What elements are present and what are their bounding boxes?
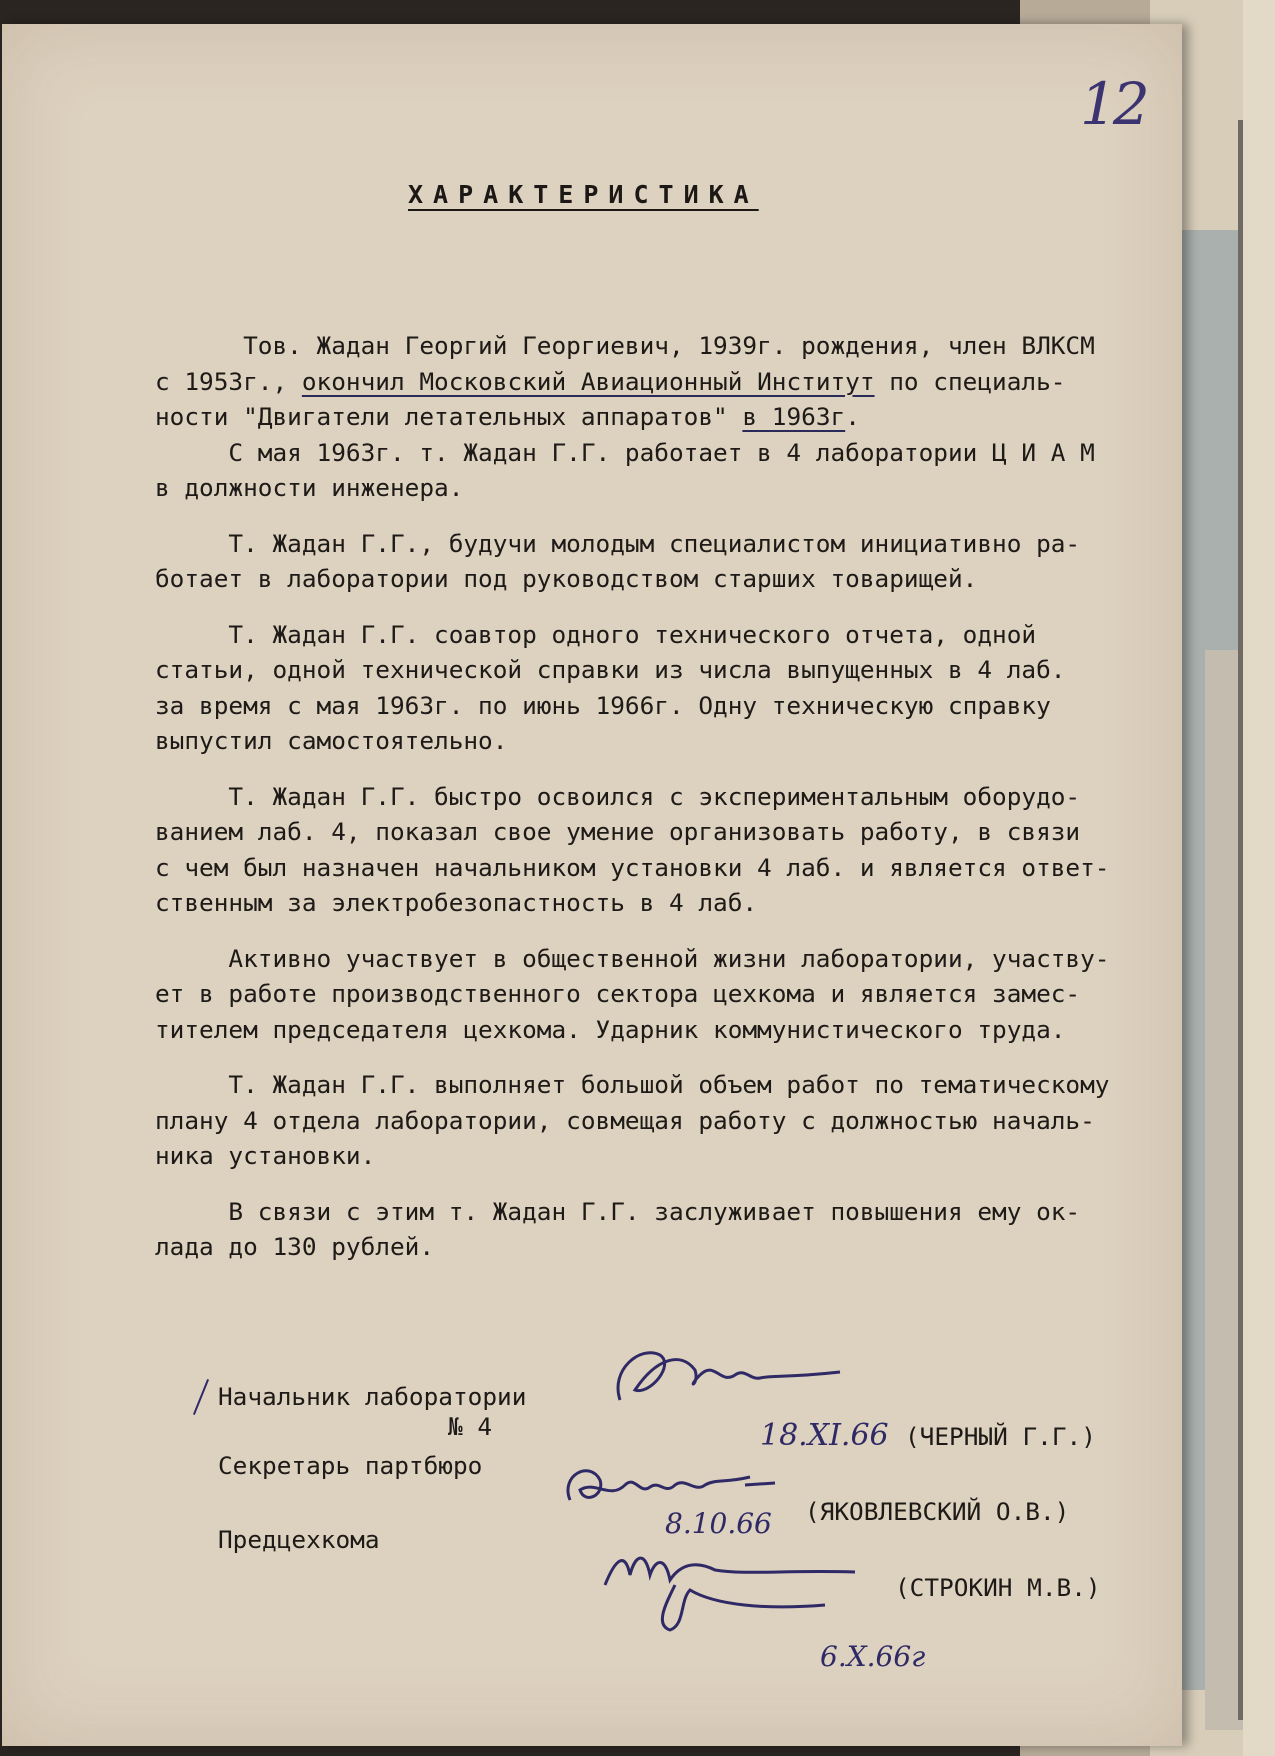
- paragraph: [155, 617, 1153, 759]
- paragraph: [155, 941, 1153, 1048]
- head-name: (ЧЕРНЫЙ Г.Г.): [905, 1422, 1096, 1451]
- text-line: лада до 130 рублей.: [155, 1232, 435, 1261]
- text-line: с чем был назначен начальником установки 4 лаб. и является ответ-: [155, 852, 1110, 882]
- paragraph: [155, 328, 1153, 435]
- background-sheet: [1243, 0, 1275, 1756]
- text-line: ности "Двигатели летательных аппаратов" в 1963г.: [155, 402, 860, 431]
- signature-cherny: [600, 1340, 860, 1420]
- text-line: В связи с этим т. Жадан Г.Г. заслуживает повышения ему ок-: [155, 1196, 1081, 1226]
- text-line: Т. Жадан Г.Г. выполняет большой объем работ по тематическому: [155, 1070, 1110, 1099]
- paragraph: [155, 1067, 1153, 1174]
- date-head: 18.XI.66: [760, 1418, 889, 1453]
- folio-number: 12: [1080, 70, 1146, 138]
- paragraph: [155, 526, 1153, 597]
- text-line: ботает в лаборатории под руководством старших товарищей.: [155, 564, 978, 593]
- text-line: ванием лаб. 4, показал свое умение организовать работу, в связи: [155, 817, 1081, 846]
- party-secretary-label: Секретарь партбюро: [218, 1451, 483, 1480]
- text-line: плану 4 отдела лаборатории, совмещая работу с должностью началь-: [155, 1105, 1095, 1135]
- text-line: с 1953г., окончил Московский Авиационный Институт по специаль-: [155, 366, 1066, 396]
- signature-strokin: [595, 1530, 895, 1640]
- date-secretary: 8.10.66: [665, 1507, 772, 1540]
- lab-number-label: № 4: [448, 1412, 493, 1441]
- secretary-name: (ЯКОВЛЕВСКИЙ О.В.): [805, 1497, 1070, 1526]
- text-line: за время с мая 1963г. по июнь 1966г. Одну техническую справку: [155, 690, 1051, 720]
- date-committee: 6.X.66г: [820, 1640, 926, 1673]
- text-line: ственным за электробезопастность в 4 лаб.: [155, 888, 758, 917]
- text-line: в должности инженера.: [155, 473, 464, 502]
- text-line: Т. Жадан Г.Г., будучи молодым специалистом инициативно ра-: [155, 528, 1081, 558]
- document-body: [155, 328, 1153, 1265]
- paragraph: [155, 435, 1153, 506]
- text-line: выпустил самостоятельно.: [155, 726, 508, 755]
- text-line: Активно участвует в общественной жизни лаборатории, участву-: [155, 943, 1110, 973]
- text-line: ет в работе производственного сектора цехкома и является замес-: [155, 979, 1081, 1008]
- committee-name: (СТРОКИН М.В.): [895, 1573, 1101, 1602]
- head-of-lab-label: Начальник лаборатории: [218, 1382, 527, 1411]
- text-line: Т. Жадан Г.Г. быстро освоился с экспериментальным оборудо-: [155, 781, 1081, 811]
- text-line: ника установки.: [155, 1141, 376, 1170]
- trade-committee-label: Предцехкома: [218, 1525, 380, 1554]
- text-line: статьи, одной технической справки из числа выпущенных в 4 лаб.: [155, 655, 1066, 684]
- text-line: С мая 1963г. т. Жадан Г.Г. работает в 4 лаборатории Ц И А М: [155, 437, 1095, 467]
- document-title: ХАРАКТЕРИСТИКА: [408, 180, 759, 209]
- paragraph: [155, 1194, 1153, 1265]
- paragraph: [155, 779, 1153, 921]
- text-line: Тов. Жадан Георгий Георгиевич, 1939г. рождения, член ВЛКСМ: [155, 331, 1095, 360]
- text-line: Т. Жадан Г.Г. соавтор одного технического отчета, одной: [155, 619, 1037, 649]
- text-line: тителем председателя цехкома. Ударник коммунистического труда.: [155, 1014, 1066, 1044]
